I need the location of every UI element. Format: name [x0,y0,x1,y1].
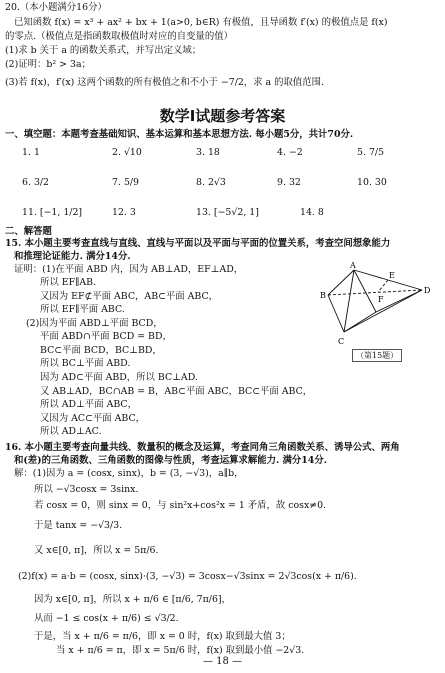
q15-figure-caption: （第15题） [352,349,402,362]
answer-item: 5. 7/5 [357,147,385,158]
page-title: 数学Ⅰ试题参考答案 [159,107,286,125]
page-number: — 18 — [202,656,243,667]
q15-proof-10: 又 AB⊥AD，BC∩AB = B，AB⊂平面 ABC，BC⊂平面 ABC， [40,386,313,397]
answer-item: 12. 3 [112,207,136,218]
q15-proof-7: BC⊂平面 BCD，BC⊥BD， [40,345,162,356]
point-c-label: C [338,337,345,346]
q16-step-1: 解：(1)因为 a = (cosx, sinx)，b = (3, −√3)，a∥b， [14,468,244,479]
q16-step-3: 若 cosx = 0，则 sinx = 0，与 sin²x+cos²x = 1 矛盾，故 cosx≠0. [34,500,327,511]
q20-line-4: (2)证明：b² > 3a； [5,59,91,70]
q15-proof-8: 所以 BC⊥平面 ABD. [40,358,131,369]
answer-item: 10. 30 [357,177,387,188]
section-fill-in-heading: 一、填空题：本题考查基础知识、基本运算和基本思想方法. 每小题5分，共计70分. [5,129,354,140]
q15-proof-13: 所以 AD⊥AC. [40,426,102,437]
q15-proof-4: 所以 EF∥平面 ABC. [40,304,125,315]
q16-step-2: 所以 −√3cosx = 3sinx. [34,484,139,495]
section-solution-heading: 二、解答题 [5,226,52,237]
answer-item: 14. 8 [300,207,324,218]
point-b-label: B [320,291,326,300]
answer-item: 1. 1 [22,147,40,158]
q15-proof-6: 平面 ABD∩平面 BCD = BD， [40,331,172,342]
q16-step-8: 从而 −1 ≤ cos(x + π/6) ≤ √3/2. [34,613,179,624]
answer-item: 6. 3/2 [22,177,50,188]
q20-line-3: (1)求 b 关于 a 的函数关系式，并写出定义域； [5,45,202,56]
q15-intro-1: 15. 本小题主要考查直线与直线、直线与平面以及平面与平面的位置关系，考查空间想象能力 [5,238,391,249]
q15-tetrahedron-figure [318,260,440,346]
q16-step-7: 因为 x∈[0, π]，所以 x + π/6 ∈ [π/6, 7π/6]， [34,594,231,605]
answer-item: 2. √10 [112,147,142,158]
q20-line-2: 的零点.（极值点是指函数取极值时对应的自变量的值） [5,31,233,42]
q15-proof-2: 所以 EF∥AB. [40,277,97,288]
q20-line-1: 已知函数 f(x) = x³ + ax² + bx + 1(a>0, b∈R) 有极值，且导函数 f′(x) 的极值点是 f(x) [14,17,388,28]
answer-item: 9. 32 [277,177,301,188]
point-d-label: D [424,286,431,295]
q15-proof-1: 证明：(1)在平面 ABD 内，因为 AB⊥AD，EF⊥AD， [14,264,244,275]
q15-intro-2: 和推理论证能力. 满分14分. [14,251,131,262]
answer-item: 3. 18 [196,147,220,158]
point-e-label: E [389,271,395,280]
q16-step-10: 当 x + π/6 = π，即 x = 5π/6 时，f(x) 取到最小值 −2√3. [56,645,305,656]
q16-intro-1: 16. 本小题主要考查向量共线、数量积的概念及运算，考查同角三角函数关系、诱导公式、两角 [5,442,400,453]
point-a-label: A [350,261,356,270]
answer-item: 8. 2√3 [196,177,226,188]
q16-step-5: 又 x∈[0, π]，所以 x = 5π/6. [34,545,159,556]
point-f-label: F [378,295,384,304]
answer-item: 4. −2 [277,147,303,158]
answer-item: 11. [−1, 1/2] [22,207,83,218]
q15-proof-12: 又因为 AC⊂平面 ABC， [40,413,146,424]
q16-intro-2: 和(差)的三角函数、三角函数的图像与性质，考查运算求解能力. 满分14分. [14,455,327,466]
q20-heading: 20.（本小题满分16分） [5,2,107,13]
q15-proof-3: 又因为 EF⊄平面 ABC，AB⊂平面 ABC， [40,291,219,302]
q16-step-4: 于是 tanx = −√3/3. [34,520,123,531]
answer-item: 13. [−5√2, 1] [196,207,259,218]
answer-item: 7. 5/9 [112,177,140,188]
q15-proof-9: 因为 AD⊂平面 ABD，所以 BC⊥AD. [40,372,198,383]
q15-proof-5: (2)因为平面 ABD⊥平面 BCD， [26,318,163,329]
q20-line-5: (3)若 f(x)，f′(x) 这两个函数的所有极值之和不小于 −7/2，求 a 的取值范围. [5,77,324,88]
q16-step-6: (2)f(x) = a·b = (cosx, sinx)·(3, −√3) = 3cosx−√3sinx = 2√3cos(x + π/6). [18,571,357,582]
q15-proof-11: 所以 AD⊥平面 ABC， [40,399,137,410]
q16-step-9: 于是，当 x + π/6 = π/6，即 x = 0 时，f(x) 取到最大值 3； [34,631,291,642]
